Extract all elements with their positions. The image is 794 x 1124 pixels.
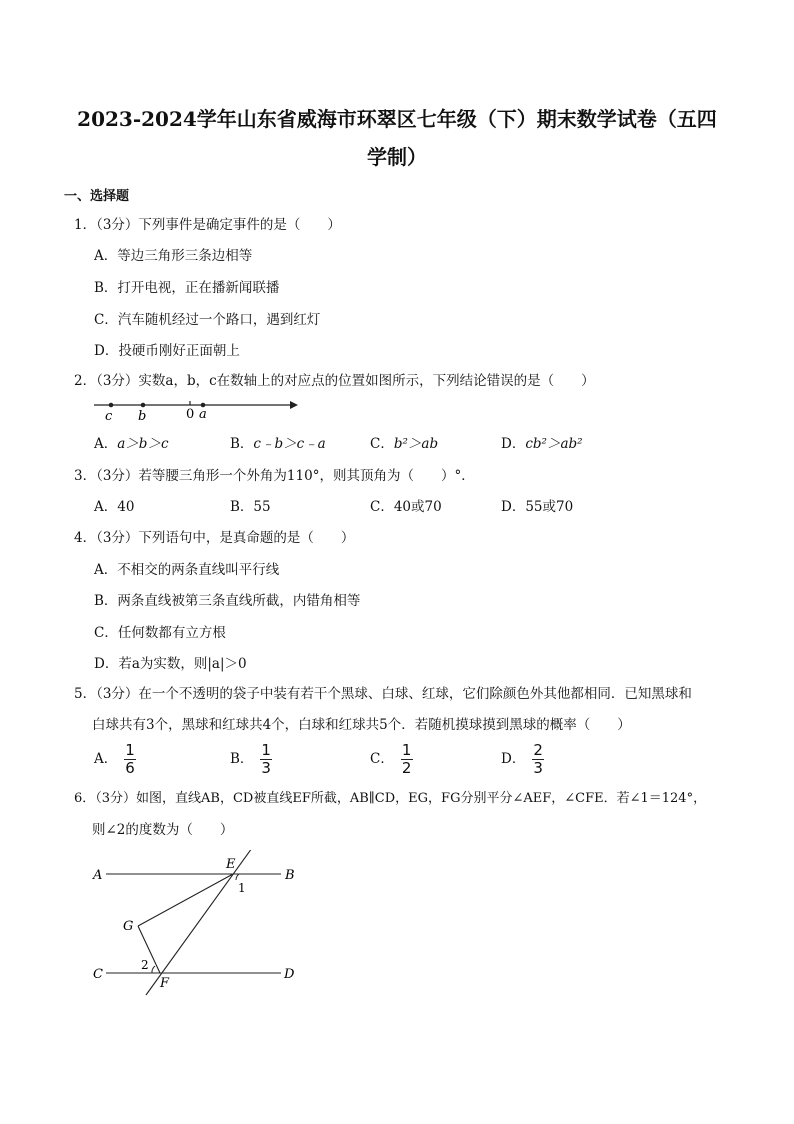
- question-5-option-b: [230, 742, 273, 777]
- option-c-text: b²＞ab: [393, 436, 439, 452]
- option-d-label: D．: [501, 436, 526, 452]
- geometry-figure: [88, 850, 318, 1010]
- point-b: [141, 403, 146, 408]
- fraction-two-thirds: [531, 742, 545, 777]
- question-2-option-a: [94, 435, 169, 453]
- section-heading: 一、选择题: [64, 189, 130, 204]
- label-angle-2: 2: [141, 958, 149, 972]
- question-5-option-a: [94, 742, 137, 777]
- option-c-label: C．: [370, 436, 394, 452]
- question-4-option-d: D．若a为实数，则|a|＞0: [94, 656, 247, 672]
- number-line-figure: [90, 396, 300, 426]
- question-3-option-c: C．40或70: [370, 499, 442, 515]
- question-5-stem-line2: 白球共有3个，黑球和红球共4个，白球和红球共5个．若随机摸球摸到黑球的概率（ ）: [92, 717, 631, 733]
- option-d-text: cb²＞ab²: [525, 436, 583, 452]
- option-d-label: D．: [501, 751, 526, 767]
- fraction-one-third: [259, 742, 273, 777]
- label-g: G: [123, 919, 134, 934]
- question-2-option-c: [370, 435, 438, 453]
- denominator: 3: [533, 759, 543, 777]
- question-1-option-d: D．投硬币刚好正面朝上: [94, 343, 240, 359]
- question-3-option-d: D．55或70: [501, 499, 574, 515]
- label-d: D: [284, 967, 295, 982]
- label-f: F: [160, 976, 170, 991]
- option-b-label: B．: [230, 751, 254, 767]
- segment-eg: [138, 874, 233, 926]
- page-title: 2023-2024学年山东省威海市环翠区七年级（下）期末数学试卷（五四学制）: [77, 107, 717, 169]
- option-b-label: B．: [230, 436, 254, 452]
- question-5-option-d: [501, 742, 545, 777]
- question-4-option-a: A．不相交的两条直线叫平行线: [94, 562, 280, 578]
- label-c: C: [93, 967, 103, 982]
- question-1-option-c: C．汽车随机经过一个路口，遇到红灯: [94, 312, 321, 328]
- numerator: 1: [261, 741, 271, 759]
- label-a: a: [199, 407, 207, 422]
- question-6-stem-line1: 6．（3分）如图，直线AB，CD被直线EF所截，AB∥CD，EG，FG分别平分∠AEF，∠CFE．若∠1＝124°，: [74, 791, 707, 806]
- question-2-stem: 2．（3分）实数a，b，c在数轴上的对应点的位置如图所示，下列结论错误的是（ ）: [74, 373, 595, 389]
- label-angle-1: 1: [238, 881, 246, 895]
- label-b: b: [138, 409, 147, 424]
- question-4-option-c: C．任何数都有立方根: [94, 625, 226, 641]
- question-3-option-a: A．40: [94, 499, 135, 515]
- option-a-label: A．: [94, 436, 118, 452]
- question-1-option-a: A．等边三角形三条边相等: [94, 248, 253, 264]
- question-3-option-b: B．55: [230, 499, 271, 515]
- fraction-one-half: [400, 742, 414, 777]
- label-b: B: [285, 868, 295, 883]
- question-2-option-d: [501, 435, 583, 453]
- question-5-stem-line1: 5．（3分）在一个不透明的袋子中装有若干个黑球、白球、红球，它们除颜色外其他都相同．已知黑球和: [74, 686, 692, 702]
- option-a-text: a＞b＞c: [117, 436, 169, 452]
- question-5-option-c: [370, 742, 413, 777]
- denominator: 2: [401, 759, 412, 777]
- option-b-text: c﹣b＞c﹣a: [253, 436, 326, 452]
- point-c: [109, 403, 114, 408]
- numerator: 1: [125, 741, 135, 759]
- question-2-option-b: [230, 435, 326, 453]
- option-a-label: A．: [94, 751, 118, 767]
- angle-1-arc: [236, 874, 239, 880]
- question-1-stem: 1．（3分）下列事件是确定事件的是（ ）: [74, 217, 341, 233]
- number-line-arrow: [290, 401, 298, 409]
- question-4-stem: 4．（3分）下列语句中，是真命题的是（ ）: [74, 530, 355, 546]
- option-c-label: C．: [370, 751, 394, 767]
- numerator: 2: [533, 741, 543, 759]
- question-6-stem-line2: 则∠2的度数为（ ）: [92, 822, 234, 838]
- label-a: A: [93, 868, 103, 883]
- fraction-one-sixth: [123, 742, 137, 777]
- denominator: 3: [261, 759, 271, 777]
- label-c: c: [105, 409, 113, 424]
- question-3-stem: 3．（3分）若等腰三角形一个外角为110°，则其顶角为（ ）°．: [74, 468, 475, 484]
- numerator: 1: [401, 741, 412, 759]
- angle-2-arc: [152, 966, 155, 973]
- label-zero: 0: [186, 407, 195, 422]
- question-4-option-b: B．两条直线被第三条直线所截，内错角相等: [94, 593, 361, 609]
- question-1-option-b: B．打开电视，正在播新闻联播: [94, 280, 280, 296]
- label-e: E: [226, 857, 236, 872]
- denominator: 6: [125, 759, 135, 777]
